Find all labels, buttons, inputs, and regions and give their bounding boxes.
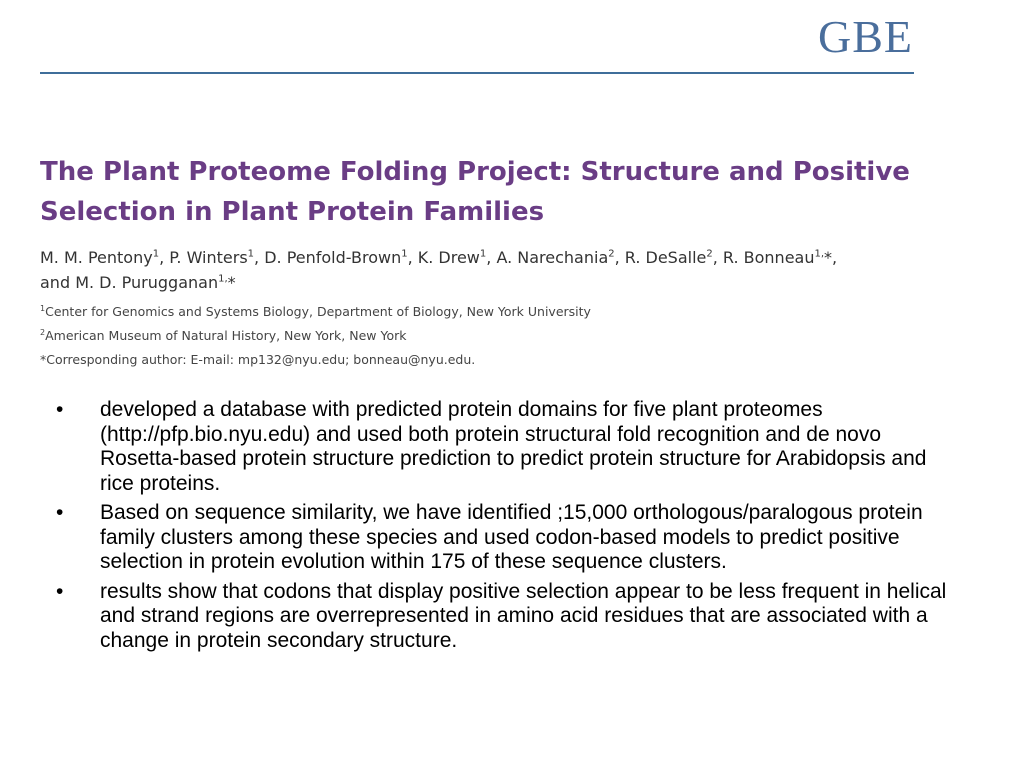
author-line-1	[40, 245, 970, 270]
summary-bullets	[56, 398, 956, 658]
author-tail: *,	[824, 248, 838, 267]
affiliation-mark: 1	[40, 303, 46, 313]
affiliation-1	[40, 300, 970, 324]
bullet-icon: •	[56, 579, 64, 603]
affiliation-2	[40, 324, 970, 348]
affiliation-text: Center for Genomics and Systems Biology, Department of Biology, New York University	[45, 304, 591, 319]
paper-title	[40, 152, 960, 232]
bullet-text: Based on sequence similarity, we have identified ;15,000 orthologous/paralogous protein family clusters among these species and used codon-based models to predict positive selection in protein evolution within 175 of these sequence clusters.	[100, 501, 923, 573]
author-affil-mark: 1,	[814, 248, 825, 260]
author-name: , R. Bonneau	[712, 248, 815, 267]
author-name: , P. Winters	[159, 248, 248, 267]
corresponding-author	[40, 348, 970, 372]
bullet-item	[56, 580, 956, 654]
author-affil-mark: 2	[706, 248, 713, 260]
affiliation-list	[40, 300, 970, 372]
bullet-text: developed a database with predicted protein domains for five plant proteomes (http://pfp.bio.nyu.edu) and used both protein structural fold recognition and de novo Rosetta-based protein structure prediction to predict protein structure for Arabidopsis and rice proteins.	[100, 398, 927, 495]
author-list	[40, 245, 970, 295]
author-line-2	[40, 270, 970, 295]
author-name: , D. Penfold-Brown	[254, 248, 402, 267]
author-affil-mark: 1	[247, 248, 255, 260]
author-tail: *	[227, 273, 236, 292]
affiliation-text: American Museum of Natural History, New York, New York	[45, 328, 407, 343]
affiliation-text: *Corresponding author: E-mail: mp132@nyu.edu; bonneau@nyu.edu.	[40, 352, 476, 367]
bullet-item	[56, 501, 956, 575]
bullet-icon: •	[56, 501, 64, 524]
bullet-text: results show that codons that display positive selection appear to be less frequent in helical and strand regions are overrepresented in amino acid residues that are associated with a change in protein secondary structure.	[100, 579, 947, 652]
author-name: M. M. Pentony	[40, 248, 153, 267]
bullet-item	[56, 398, 956, 496]
journal-logo: GBE	[818, 11, 913, 62]
author-affil-mark: 1	[479, 248, 487, 260]
paper-title-line-2: Selection in Plant Protein Families	[40, 197, 545, 227]
bullet-icon: •	[56, 398, 64, 421]
author-name: , R. DeSalle	[614, 248, 707, 267]
author-affil-mark: 2	[608, 248, 615, 260]
affiliation-mark: 2	[40, 327, 46, 337]
author-affil-mark: 1,	[218, 273, 228, 285]
paper-title-line-1: The Plant Proteome Folding Project: Structure and Positive	[40, 157, 910, 187]
author-name: and M. D. Purugganan	[40, 273, 219, 292]
header-divider	[40, 72, 914, 74]
author-name: , K. Drew	[407, 248, 480, 267]
author-name: , A. Narechania	[486, 248, 609, 267]
author-affil-mark: 1	[401, 248, 408, 260]
author-affil-mark: 1	[152, 248, 160, 260]
